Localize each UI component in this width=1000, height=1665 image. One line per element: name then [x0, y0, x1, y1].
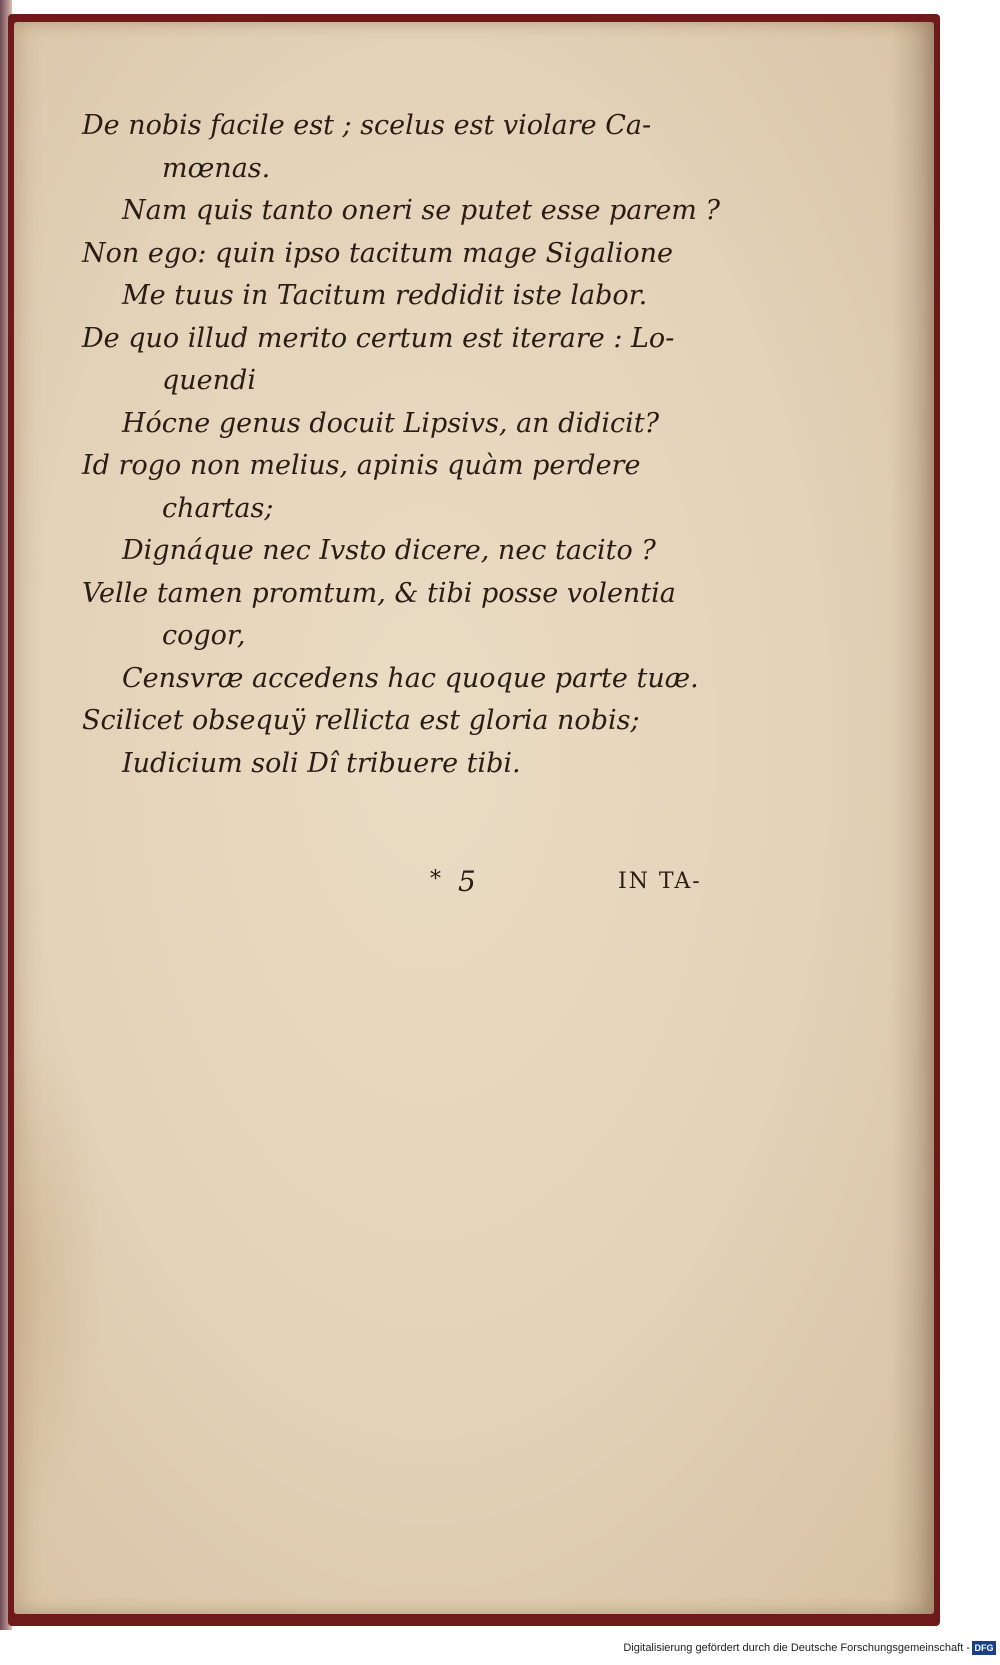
page-footer [430, 865, 730, 905]
poem-line: mœnas. [162, 152, 271, 184]
poem-line: Scilicet obsequÿ rellicta est gloria nobis; [82, 705, 640, 736]
poem-line: Velle tamen promtum, & tibi posse volentia [82, 577, 676, 609]
credit-text: Digitalisierung gefördert durch die Deutsche Forschungsgemeinschaft - [623, 1642, 970, 1654]
gutter-shadow [890, 22, 934, 1614]
page-stain [14, 1020, 104, 1540]
poem-line: Iudicium soli Dî tribuere tibi. [122, 747, 521, 779]
poem-line: Nam quis tanto oneri se putet esse parem ? [122, 195, 720, 226]
poem-line: Dignáque nec Ivsto dicere, nec tacito ? [122, 535, 656, 566]
poem-line: Non ego: quin ipso tacitum mage Sigalione [82, 237, 674, 269]
poem-line: De nobis facile est ; scelus est violare Ca- [82, 110, 652, 141]
poem-line: chartas; [162, 492, 274, 524]
signature-mark: * [430, 867, 441, 892]
poem-line: Me tuus in Tacitum reddidit iste labor. [122, 280, 648, 311]
poem-line: cogor, [162, 620, 246, 651]
dfg-logo: DFG [972, 1641, 996, 1655]
signature-number: 5 [458, 865, 476, 898]
poem-line: Id rogo non melius, apinis quàm perdere [82, 450, 641, 481]
poem-text-block [82, 105, 782, 785]
poem-line: Censvræ accedens hac quoque parte tuæ. [122, 662, 699, 694]
poem-line: quendi [162, 365, 256, 396]
poem-line: De quo illud merito certum est iterare : Lo- [82, 322, 675, 354]
poem-line: Hócne genus docuit Lipsivs, an didicit? [122, 407, 660, 439]
credit-bar [0, 1630, 1000, 1665]
catchword: IN TA- [618, 869, 702, 894]
